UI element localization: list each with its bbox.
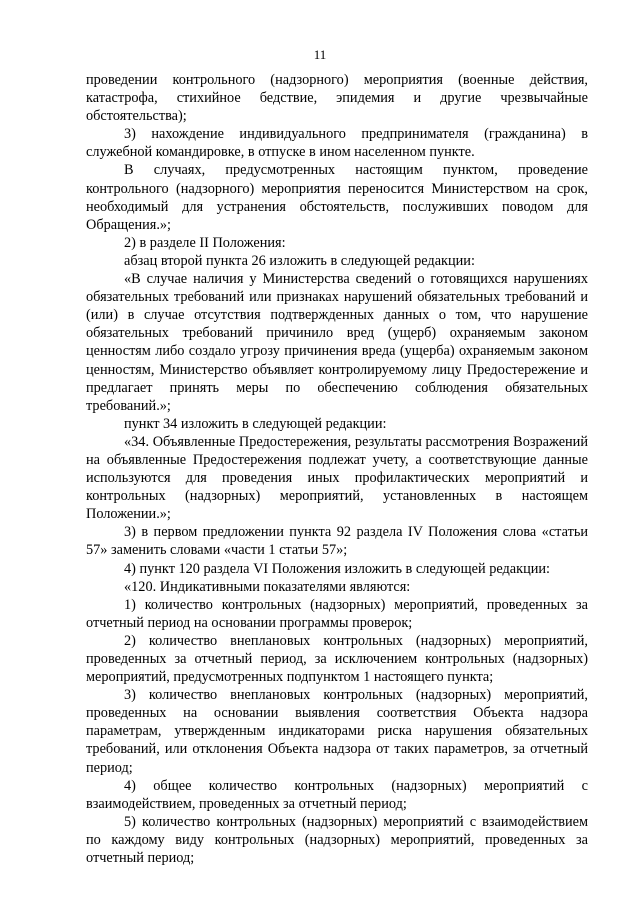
paragraph: 4) общее количество контрольных (надзорных) мероприятий с взаимодействием, проведенных за отчетный период; (86, 777, 588, 812)
paragraph: абзац второй пункта 26 изложить в следующей редакции: (124, 252, 475, 269)
paragraph: проведении контрольного (надзорного) мероприятия (военные действия, катастрофа, стихийное бедствие, эпидемия и другие чрезвычайные обстоятельства); (86, 72, 588, 125)
page-number: 11 (313, 47, 327, 62)
paragraph: 4) пункт 120 раздела VI Положения изложить в следующей редакции: (124, 560, 550, 577)
paragraph: 1) количество контрольных (надзорных) мероприятий, проведенных за отчетный период на основании программы проверок; (86, 596, 588, 631)
paragraph: «34. Объявленные Предостережения, результаты рассмотрения Возражений на объявленные Предостережения подлежат учету, а соответствующие данные используются для проведения иных профилактических мероприятий и контрольных (надзорных) мероприятий, установленных в настоящем Положении.»; (86, 433, 588, 523)
paragraph: «120. Индикативными показателями являются: (124, 578, 411, 595)
paragraph: В случаях, предусмотренных настоящим пунктом, проведение контрольного (надзорного) мероприятия переносится Министерством на срок, необходимый для устранения обстоятельств, послуживших поводом для Обращения.»; (86, 162, 588, 233)
paragraph: 3) в первом предложении пункта 92 раздела IV Положения слова «статьи 57» заменить словами «части 1 статьи 57»; (86, 524, 588, 559)
paragraph: 2) в разделе II Положения: (124, 234, 286, 251)
paragraph: 5) количество контрольных (надзорных) мероприятий с взаимодействием по каждому виду контрольных (надзорных) мероприятий, проведенных за отчетный период; (86, 813, 588, 867)
paragraph: пункт 34 изложить в следующей редакции: (124, 415, 387, 432)
document-body (86, 71, 588, 867)
paragraph: 3) нахождение индивидуального предпринимателя (гражданина) в служебной командировке, в отпуске в ином населенном пункте. (86, 126, 588, 161)
paragraph: 3) количество внеплановых контрольных (надзорных) мероприятий, проведенных на основании выявления соответствия Объекта надзора параметрам, утвержденным индикаторами риска нарушения обязательных требований, или отклонения Объекта надзора от таких параметров, за отчетный период; (86, 687, 588, 776)
paragraph: «В случае наличия у Министерства сведений о готовящихся нарушениях обязательных требований или признаках нарушений обязательных требований и (или) в случае отсутствия подтвержденных данных о том, что нарушение обязательных требований причинило вред (ущерб) охраняемым законом ценностям либо создало угрозу причинения вреда (ущерба) охраняемым законом ценностям, Министерство объявляет контролируемому лицу Предостережение и предлагает принять меры по обеспечению соблюдения обязательных требований.»; (86, 271, 588, 414)
paragraph: 2) количество внеплановых контрольных (надзорных) мероприятий, проведенных за отчетный период, за исключением контрольных (надзорных) мероприятий, предусмотренных подпунктом 1 настоящего пункта; (86, 632, 588, 686)
